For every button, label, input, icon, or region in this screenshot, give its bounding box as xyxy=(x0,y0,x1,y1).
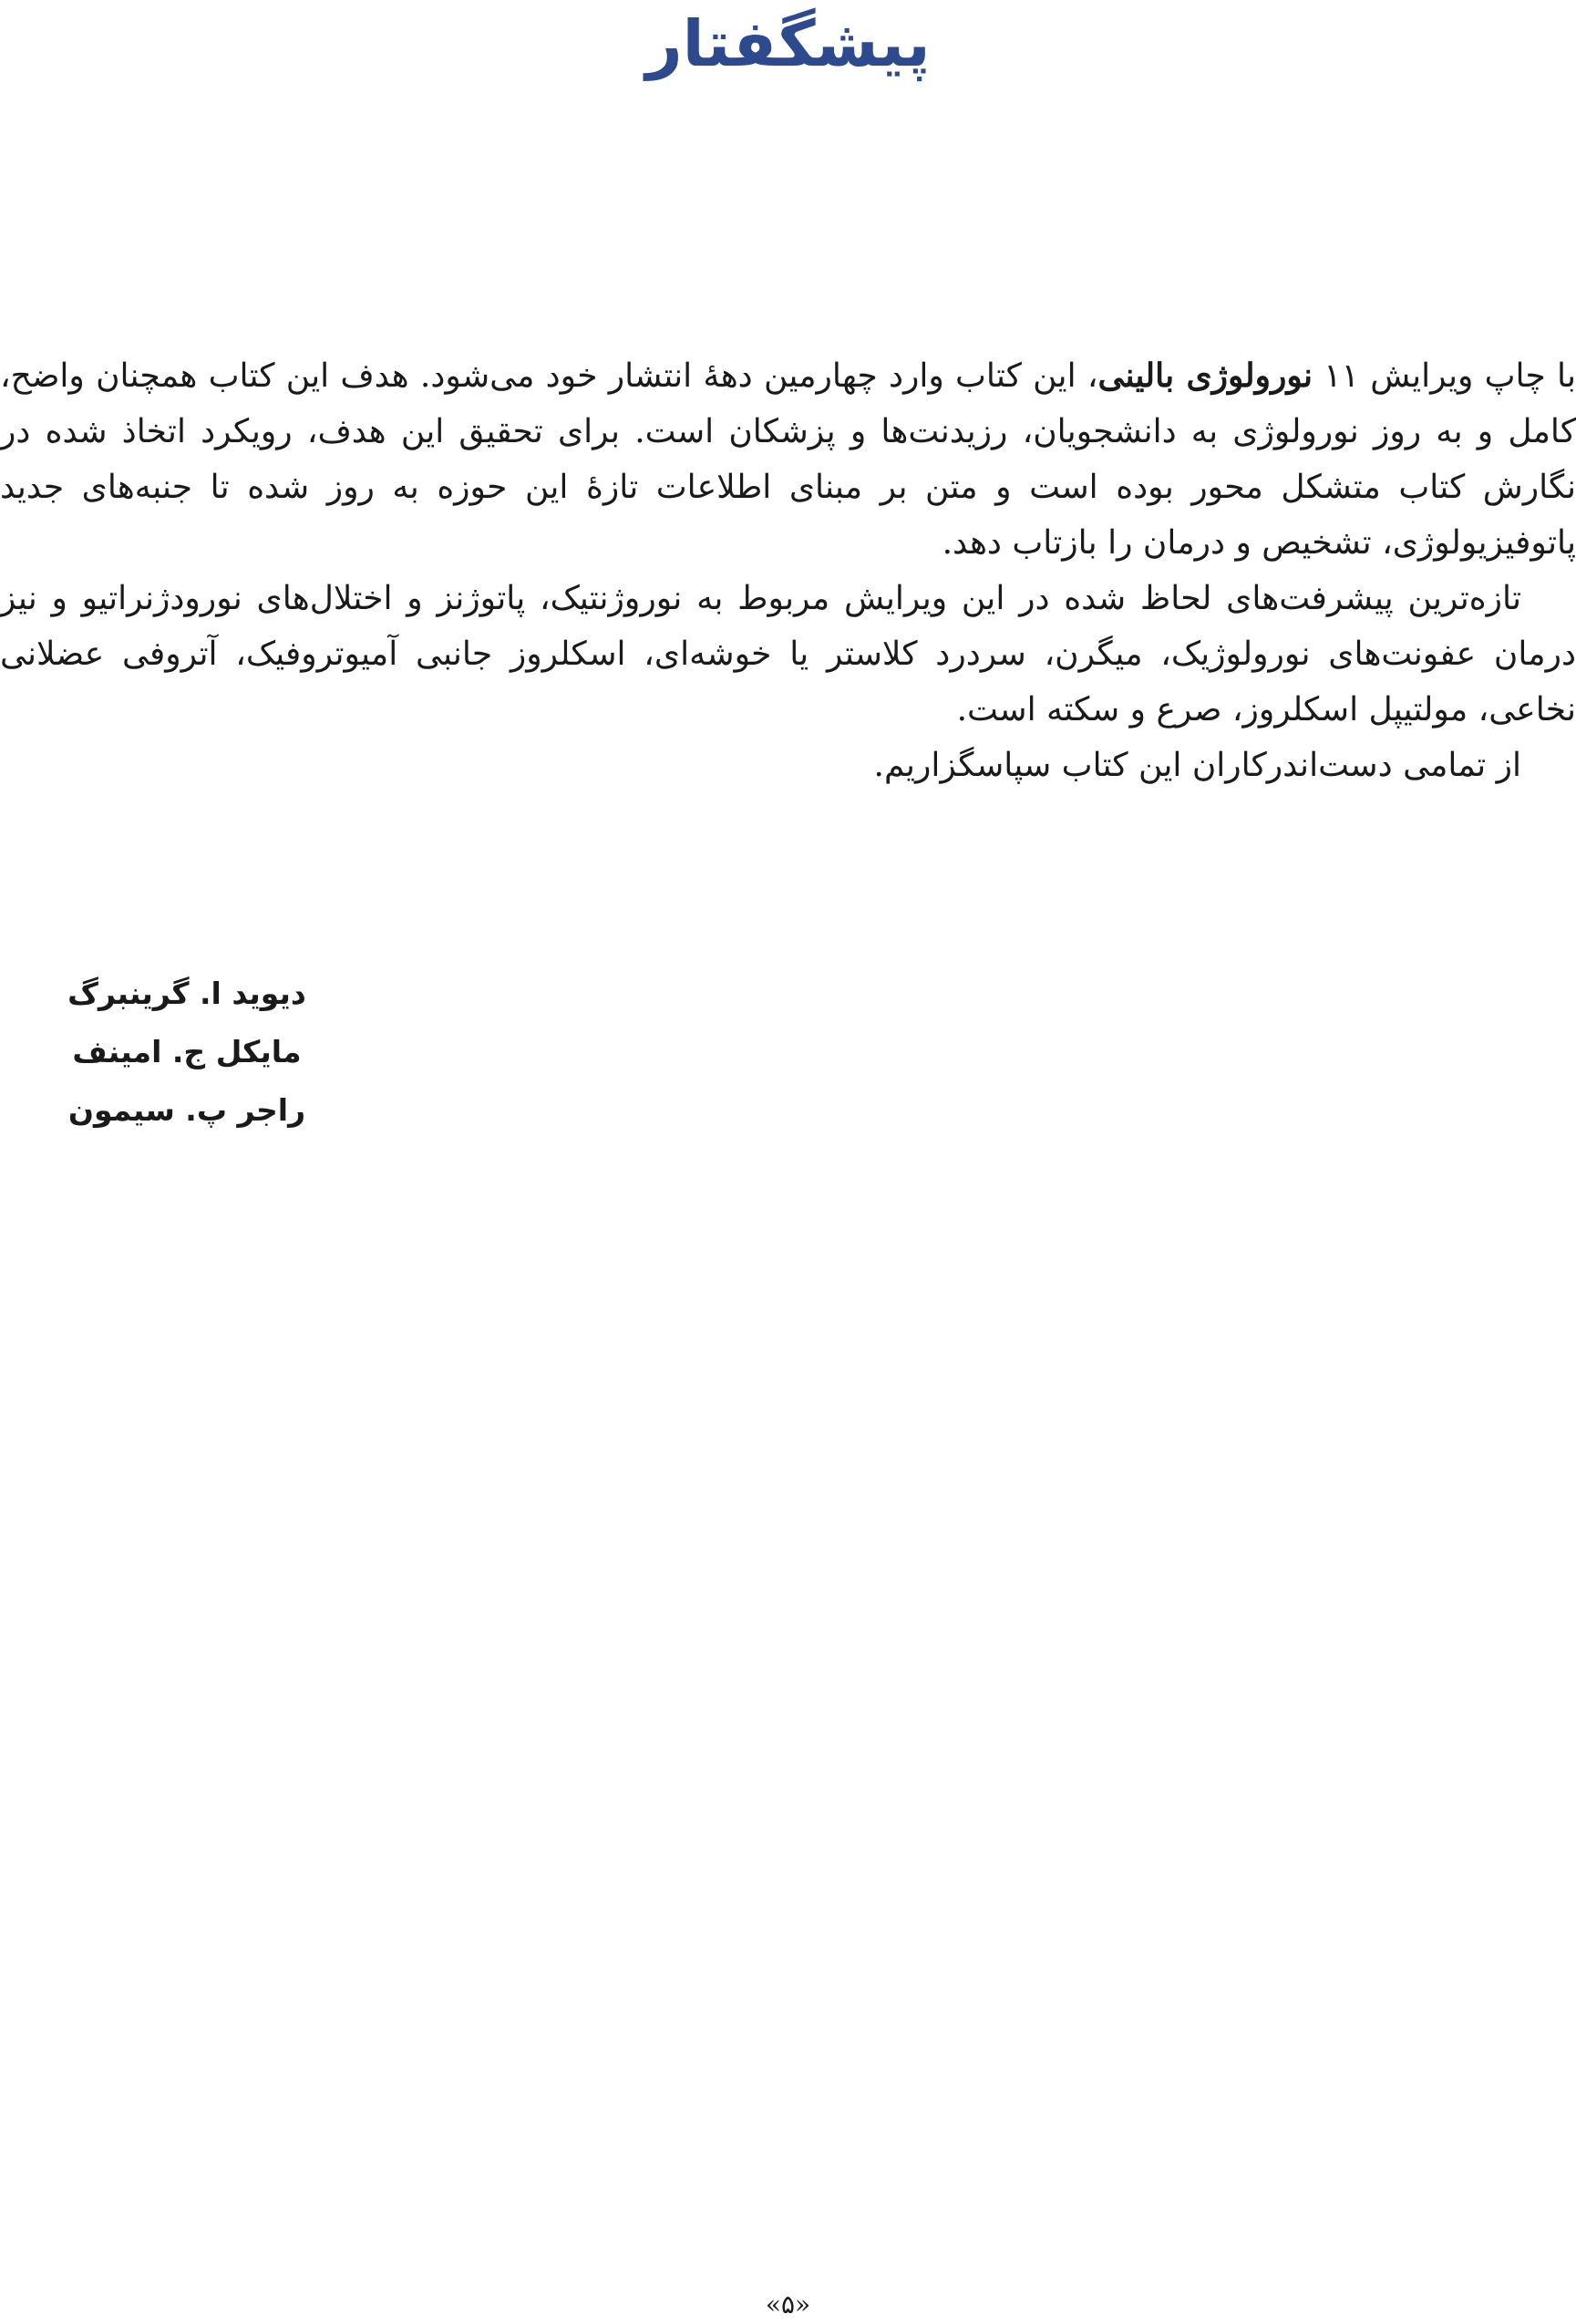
author-signatures xyxy=(50,965,324,1140)
paragraph-1-intro: با چاپ ویرایش ۱۱ xyxy=(1313,357,1576,395)
paragraph-1 xyxy=(0,348,1576,571)
paragraph-3: از تمامی دست‌اندرکاران این کتاب سپاسگزاریم. xyxy=(873,747,1521,784)
page-title: پیشگفتار xyxy=(645,6,931,81)
author-name: دیوید ا. گرینبرگ xyxy=(67,976,306,1011)
author-name: مایکل ج. امینف xyxy=(72,1034,302,1069)
author-name: راجر پ. سیمون xyxy=(67,1092,306,1128)
paragraph-2: تازه‌ترین پیشرفت‌های لحاظ شده در این ویرایش مربوط به نوروژنتیک، پاتوژنز و اختلال‌های نورودژنراتیو و نیز درمان عفونت‌های نورولوژیک، میگرن، سردرد کلاستر یا خوشه‌ای، اسکلروز جانبی آمیوتروفیک، آتروفی عضلانی نخاعی، مولتیپل اسکلروز، صرع و سکته است. xyxy=(0,580,1576,728)
preface-body xyxy=(0,348,1576,793)
page-number: «۵» xyxy=(765,2289,811,2319)
paragraph-1-rest: ، این کتاب وارد چهارمین دههٔ انتشار خود می‌شود. هدف این کتاب همچنان واضح، کامل و به روز نورولوژی به دانشجویان، رزیدنت‌ها و پزشکان است. برای تحقیق این هدف، رویکرد اتخاذ شده در نگارش کتاب متشکل محور بوده است و متن بر مبنای اطلاعات تازهٔ این حوزه به روز شده تا جنبه‌های جدید پاتوفیزیولوژی، تشخیص و درمان را بازتاب دهد. xyxy=(0,357,1576,562)
book-title: نورولوژی بالینی xyxy=(1097,356,1313,395)
